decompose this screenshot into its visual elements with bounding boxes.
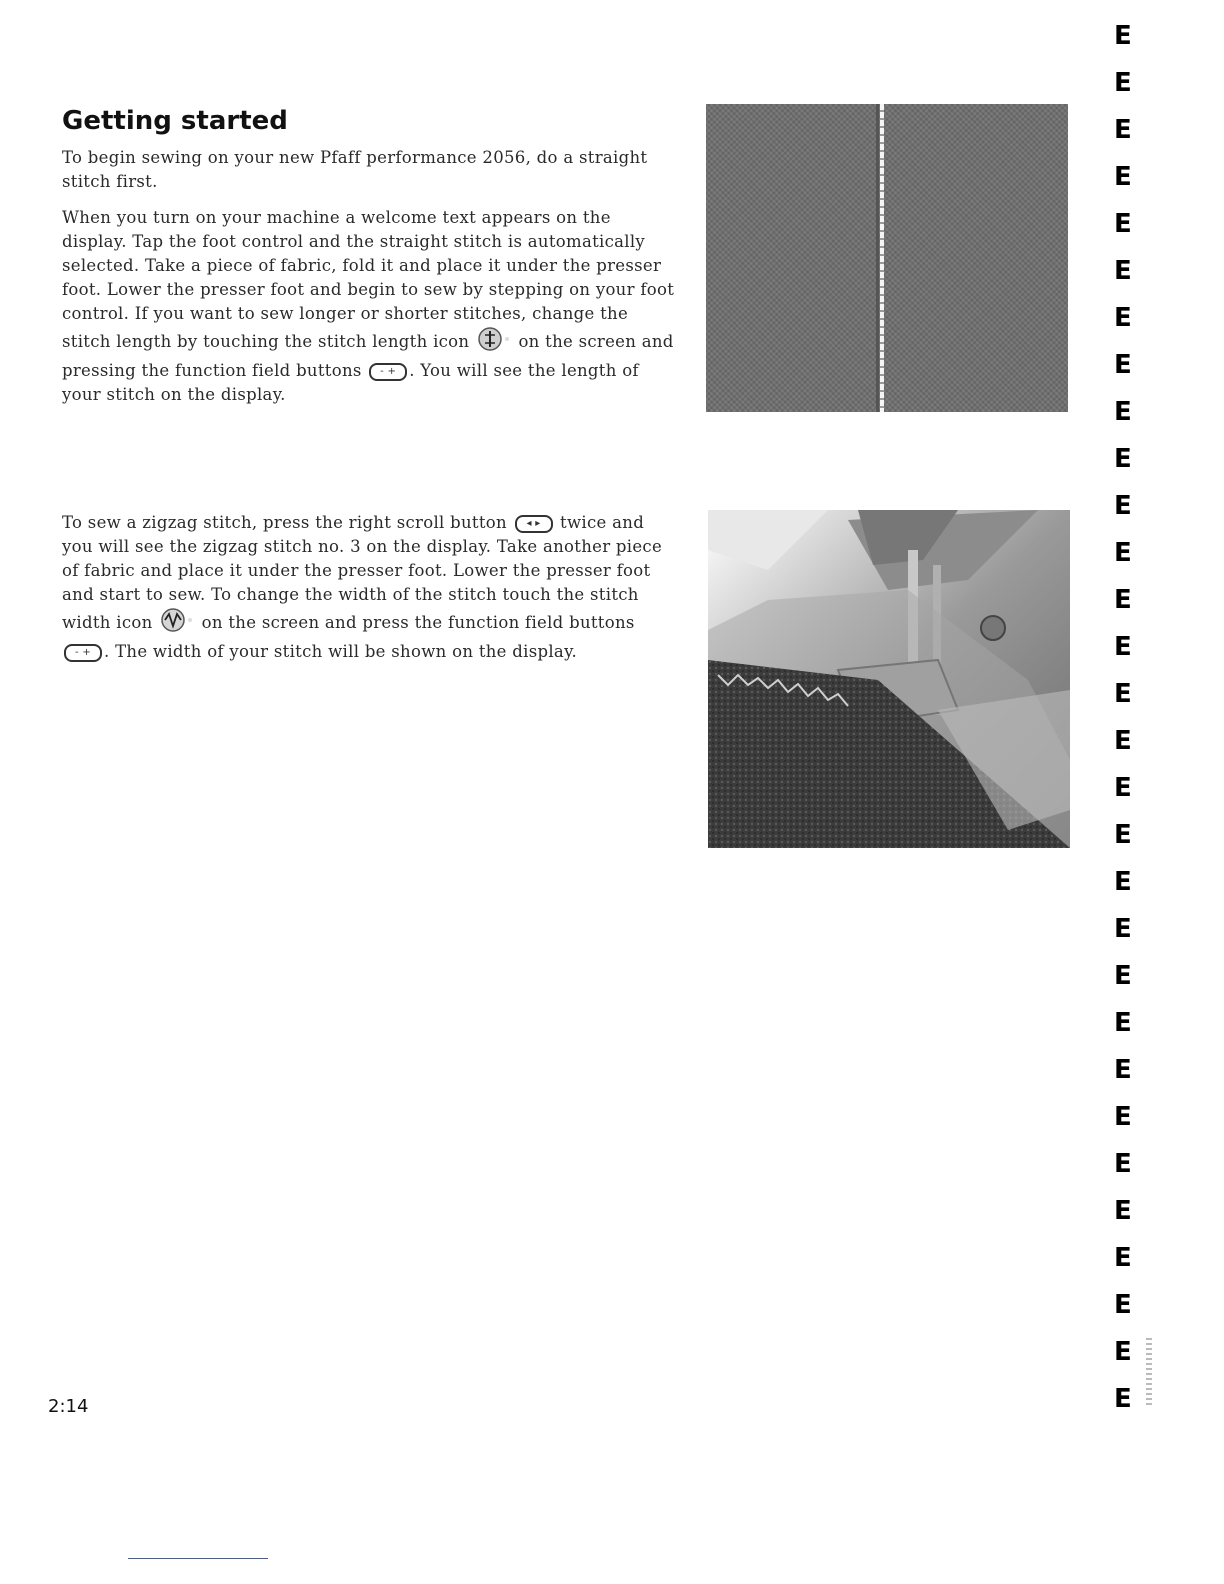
- edge-tab: E: [1114, 867, 1132, 897]
- straight-stitch-text-3: . You will see the length of your stitch on the display.: [62, 361, 639, 404]
- zigzag-stitch-paragraph: [62, 511, 678, 664]
- zigzag-text-3: on the screen and press the function field buttons: [201, 613, 635, 632]
- edge-tab: E: [1114, 632, 1132, 662]
- edge-tab: E: [1114, 585, 1132, 615]
- edge-tab: E: [1114, 1337, 1132, 1367]
- edge-tab: E: [1114, 115, 1132, 145]
- function-field-buttons-icon-2: - +: [64, 644, 102, 662]
- edge-tab: E: [1114, 820, 1132, 850]
- edge-tab: E: [1114, 256, 1132, 286]
- edge-tab: E: [1114, 773, 1132, 803]
- edge-tab: E: [1114, 444, 1132, 474]
- edge-tab: E: [1114, 1384, 1132, 1414]
- edge-tab: E: [1114, 350, 1132, 380]
- page-title: Getting started: [62, 106, 288, 136]
- edge-tab: E: [1114, 1102, 1132, 1132]
- edge-tab: E: [1114, 397, 1132, 427]
- right-scroll-button-icon: ◂ ▸: [515, 515, 553, 533]
- edge-tab: E: [1114, 914, 1132, 944]
- function-field-buttons-icon: - +: [369, 363, 407, 381]
- edge-tab: E: [1114, 68, 1132, 98]
- edge-tab: E: [1114, 1290, 1132, 1320]
- straight-stitch-text-2: on the screen and pressing the function field buttons: [62, 332, 674, 380]
- page-number: 2:14: [48, 1396, 89, 1417]
- edge-tab: E: [1114, 726, 1132, 756]
- seam-shadow: [876, 104, 879, 412]
- edge-tab: E: [1114, 209, 1132, 239]
- straight-stitch-paragraph: [62, 206, 678, 407]
- edge-tab: E: [1114, 961, 1132, 991]
- binding-mark: [1146, 1338, 1152, 1408]
- edge-tab: E: [1114, 1149, 1132, 1179]
- intro-text: To begin sewing on your new Pfaff performance 2056, do a straight stitch first.: [62, 148, 648, 191]
- stitch-length-icon: [477, 326, 511, 359]
- zigzag-text-4: . The width of your stitch will be shown on the display.: [104, 642, 578, 661]
- intro-paragraph: [62, 146, 678, 194]
- footer-rule: [128, 1558, 268, 1559]
- edge-tab: E: [1114, 538, 1132, 568]
- edge-tab: E: [1114, 1196, 1132, 1226]
- straight-stitch-photo: [706, 104, 1068, 412]
- edge-tab: E: [1114, 1243, 1132, 1273]
- edge-tab: E: [1114, 21, 1132, 51]
- edge-tab: E: [1114, 491, 1132, 521]
- straight-stitch-seam: [880, 104, 884, 412]
- zigzag-text-1: To sew a zigzag stitch, press the right scroll button: [62, 513, 507, 532]
- edge-tab: E: [1114, 303, 1132, 333]
- edge-tab: E: [1114, 1008, 1132, 1038]
- edge-tab: E: [1114, 162, 1132, 192]
- edge-tab: E: [1114, 1055, 1132, 1085]
- edge-tab: E: [1114, 679, 1132, 709]
- stitch-width-icon: [160, 607, 194, 640]
- zigzag-sewing-photo: [708, 510, 1070, 848]
- zigzag-text-2: twice and you will see the zigzag stitch no. 3 on the display. Take another piece of fabric and place it under the presser foot. Lower the presser foot and start to sew. To change the width of the stitch touch the stitch width icon: [62, 513, 663, 632]
- straight-stitch-text-1: When you turn on your machine a welcome text appears on the display. Tap the foot control and the straight stitch is automatically selected. Take a piece of fabric, fold it and place it under the presser foot. Lower the presser foot and begin to sew by stepping on your foot control. If you want to sew longer or shorter stitches, change the stitch length by touching the stitch length icon: [62, 208, 675, 351]
